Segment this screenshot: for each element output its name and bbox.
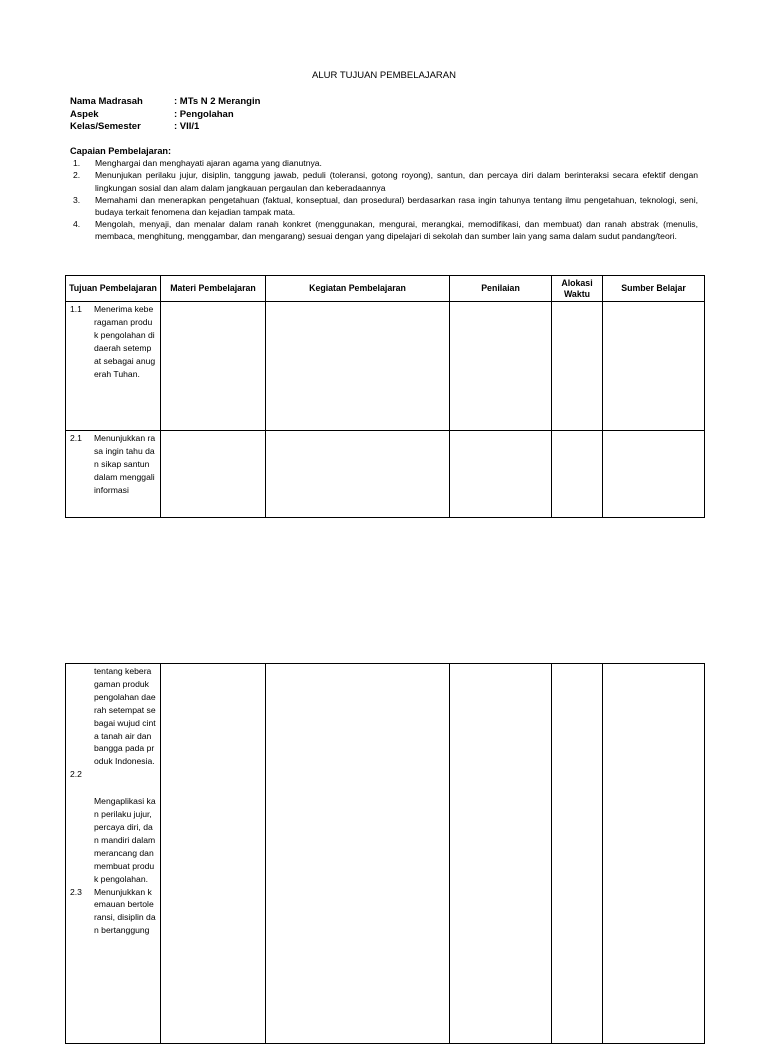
table-header-row	[66, 276, 705, 302]
info-value: : Pengolahan	[174, 108, 234, 120]
header-penilaian: Penilaian	[450, 276, 552, 302]
capaian-text: Mengolah, menyaji, dan menalar dalam ranah konkret (menggunakan, mengurai, merangkai, memodifikasi, dan membuat) dan ranah abstrak (menulis, membaca, menghitung, menggambar, dan mengarang) sesuai dengan yang dipelajari di sekolah dan sumber lain yang sama dalam sudut pandang/teori.	[95, 219, 698, 242]
capaian-number: 1.	[73, 158, 81, 169]
kegiatan-cell	[266, 302, 450, 431]
capaian-pembelajaran	[70, 145, 698, 243]
table-row	[66, 431, 705, 518]
header-tujuan: Tujuan Pembelajaran	[66, 276, 161, 302]
table-row	[66, 664, 705, 1044]
capaian-number: 3.	[73, 194, 81, 205]
tujuan-text: Menunjukkan rasa ingin tahu dan sikap santun dalam menggali informasi	[94, 433, 156, 495]
info-value: : MTs N 2 Merangin	[174, 96, 261, 107]
tujuan-text: Mengaplikasi kan perilaku jujur, percaya diri, dan mandiri dalam merancang dan membuat produk pengolahan.	[94, 796, 156, 884]
sumber-cell	[603, 664, 705, 1044]
alokasi-cell	[552, 664, 603, 1044]
document-title: ALUR TUJUAN PEMBELAJARAN	[312, 70, 456, 81]
info-label: Nama Madrasah	[70, 96, 143, 107]
capaian-text: Menunjukan perilaku jujur, disiplin, tanggung jawab, peduli (toleransi, gotong royong), santun, dan percaya diri dalam berinteraksi secara efektif dengan lingkungan sosial dan alam dalam jangkauan pergaulan dan keberadaannya	[95, 170, 698, 193]
info-row-madrasah	[70, 96, 260, 109]
learning-flow-table-continued	[65, 663, 705, 1044]
penilaian-cell	[450, 302, 552, 431]
materi-cell	[161, 431, 266, 518]
tujuan-text: Menunjukkan kemauan bertoleransi, disiplin dan bertanggung	[94, 886, 156, 936]
penilaian-cell	[450, 431, 552, 518]
tujuan-text: Menerima keberagaman produk pengolahan di daerah setempat sebagai anugerah Tuhan.	[94, 304, 156, 379]
tujuan-number: 2.2	[70, 769, 82, 780]
tujuan-number: 2.3	[70, 886, 82, 897]
materi-cell	[161, 664, 266, 1044]
materi-cell	[161, 302, 266, 431]
alokasi-cell	[552, 431, 603, 518]
capaian-item	[70, 157, 698, 169]
capaian-list	[70, 157, 698, 242]
capaian-item	[70, 169, 698, 193]
kegiatan-cell	[266, 431, 450, 518]
info-label: Aspek	[70, 108, 99, 120]
tujuan-number: 1.1	[70, 304, 82, 314]
capaian-text: Menghargai dan menghayati ajaran agama yang dianutnya.	[95, 158, 322, 169]
document-info	[70, 96, 260, 134]
tujuan-cell	[66, 664, 161, 1044]
header-materi: Materi Pembelajaran	[161, 276, 266, 302]
info-value: : VII/1	[174, 121, 200, 132]
header-sumber: Sumber Belajar	[603, 276, 705, 302]
tujuan-cell	[66, 431, 161, 518]
sumber-cell	[603, 302, 705, 431]
info-label: Kelas/Semester	[70, 121, 141, 132]
capaian-item	[70, 194, 698, 218]
table-row	[66, 302, 705, 431]
tujuan-cell	[66, 302, 161, 431]
capaian-title: Capaian Pembelajaran:	[70, 146, 172, 156]
header-kegiatan: Kegiatan Pembelajaran	[266, 276, 450, 302]
kegiatan-cell	[266, 664, 450, 1044]
capaian-text: Memahami dan menerapkan pengetahuan (faktual, konseptual, dan prosedural) berdasarkan rasa ingin tahunya tentang ilmu pengetahuan, teknologi, seni, budaya terkait fenomena dan kejadian tampak mata.	[95, 194, 698, 218]
capaian-number: 2.	[73, 170, 81, 181]
penilaian-cell	[450, 664, 552, 1044]
header-alokasi: Alokasi Waktu	[552, 276, 603, 302]
learning-flow-table	[65, 275, 705, 518]
info-row-aspek	[70, 109, 260, 122]
sumber-cell	[603, 431, 705, 518]
capaian-number: 4.	[73, 219, 81, 230]
capaian-item	[70, 218, 698, 242]
tujuan-number: 2.1	[70, 433, 82, 443]
info-row-kelas	[70, 121, 260, 134]
alokasi-cell	[552, 302, 603, 431]
tujuan-continuation: tentang keberagaman produk pengolahan daerah setempat sebagai wujud cinta tanah air dan bangga pada produk Indonesia.	[94, 666, 156, 767]
